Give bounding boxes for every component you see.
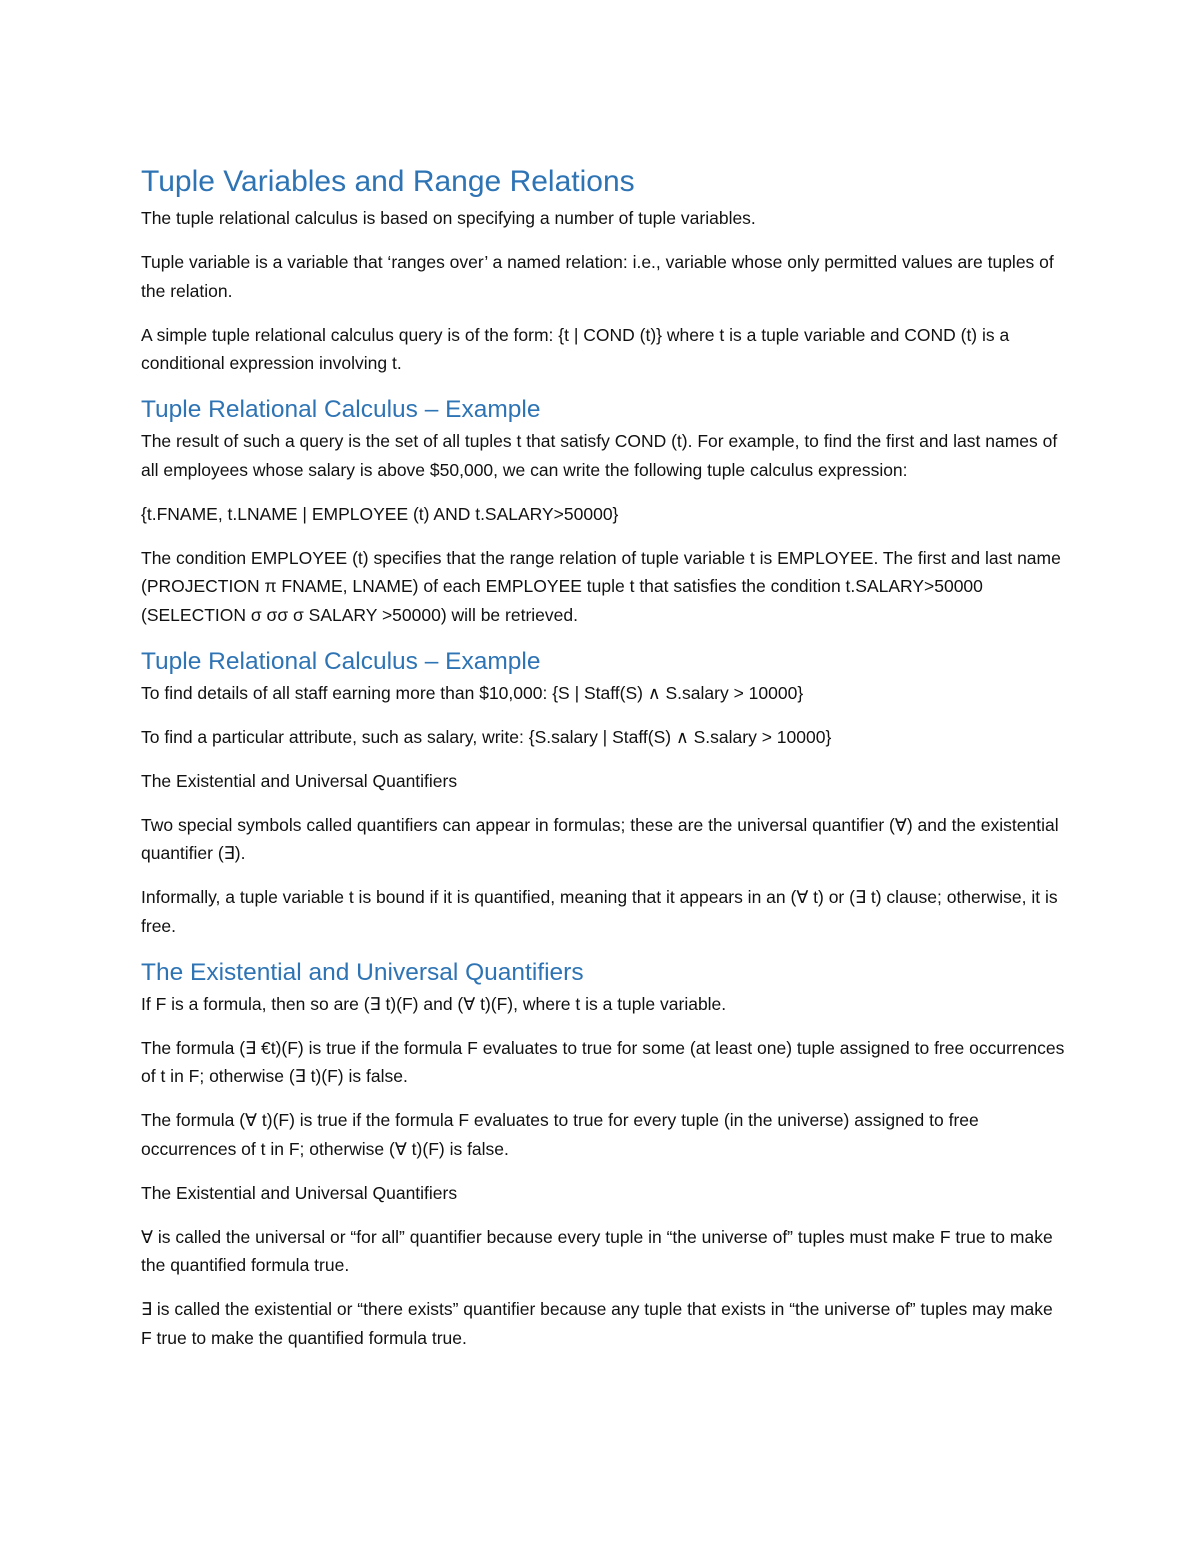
paragraph: A simple tuple relational calculus query is of the form: {t | COND (t)} where t is a tuple variable and COND (t) is a conditional expression involving t. — [141, 324, 1010, 373]
paragraph: {t.FNAME, t.LNAME | EMPLOYEE (t) AND t.SALARY>50000} — [141, 503, 619, 524]
paragraph: Two special symbols called quantifiers can appear in formulas; these are the universal quantifier (∀) and the existential quantifier (∃). — [141, 814, 1059, 863]
paragraph: To find a particular attribute, such as salary, write: {S.salary | Staff(S) ∧ S.salary > 10000} — [141, 726, 832, 747]
paragraph: The formula (∃ €t)(F) is true if the formula F evaluates to true for some (at least one) tuple assigned to free occurrences of t in F; otherwise (∃ t)(F) is false. — [141, 1037, 1065, 1086]
section-heading: The Existential and Universal Quantifiers — [141, 958, 584, 986]
document-page — [141, 160, 1066, 1368]
paragraph: The tuple relational calculus is based on specifying a number of tuple variables. — [141, 208, 756, 228]
paragraph: If F is a formula, then so are (∃ t)(F) and (∀ t)(F), where t is a tuple variable. — [141, 993, 727, 1014]
paragraph: The result of such a query is the set of all tuples t that satisfy COND (t). For example, to find the first and last names of all employees whose salary is above $50,000, we can write the following tuple calculus expression: — [141, 431, 1058, 480]
section-heading: Tuple Relational Calculus – Example — [141, 396, 541, 423]
document-title: Tuple Variables and Range Relations — [141, 165, 635, 198]
section-heading: Tuple Relational Calculus – Example — [141, 647, 541, 675]
paragraph: ∃ is called the existential or “there exists” quantifier because any tuple that exists in “the universe of” tuples may make F true to make the quantified formula true. — [141, 1299, 1053, 1348]
paragraph: Informally, a tuple variable t is bound if it is quantified, meaning that it appears in an (∀ t) or (∃ t) clause; otherwise, it is free. — [141, 887, 1058, 936]
paragraph: ∀ is called the universal or “for all” quantifier because every tuple in “the universe of” tuples must make F true to make the quantified formula true. — [141, 1226, 1053, 1275]
paragraph: The formula (∀ t)(F) is true if the formula F evaluates to true for every tuple (in the universe) assigned to free occurrences of t in F; otherwise (∀ t)(F) is false. — [141, 1110, 979, 1159]
paragraph: The Existential and Universal Quantifiers — [141, 1182, 458, 1203]
paragraph: The Existential and Universal Quantifiers — [141, 770, 458, 791]
paragraph: To find details of all staff earning more than $10,000: {S | Staff(S) ∧ S.salary > 10000} — [141, 682, 804, 703]
paragraph: The condition EMPLOYEE (t) specifies that the range relation of tuple variable t is EMPLOYEE. The first and last name (PROJECTION π FNAME, LNAME) of each EMPLOYEE tuple t that satisfies the condition t.SALARY>50000 (SELECTION σ σσ σ SALARY >50000) will be retrieved. — [141, 547, 1061, 625]
paragraph: Tuple variable is a variable that ‘ranges over’ a named relation: i.e., variable whose only permitted values are tuples of the relation. — [141, 252, 1054, 301]
